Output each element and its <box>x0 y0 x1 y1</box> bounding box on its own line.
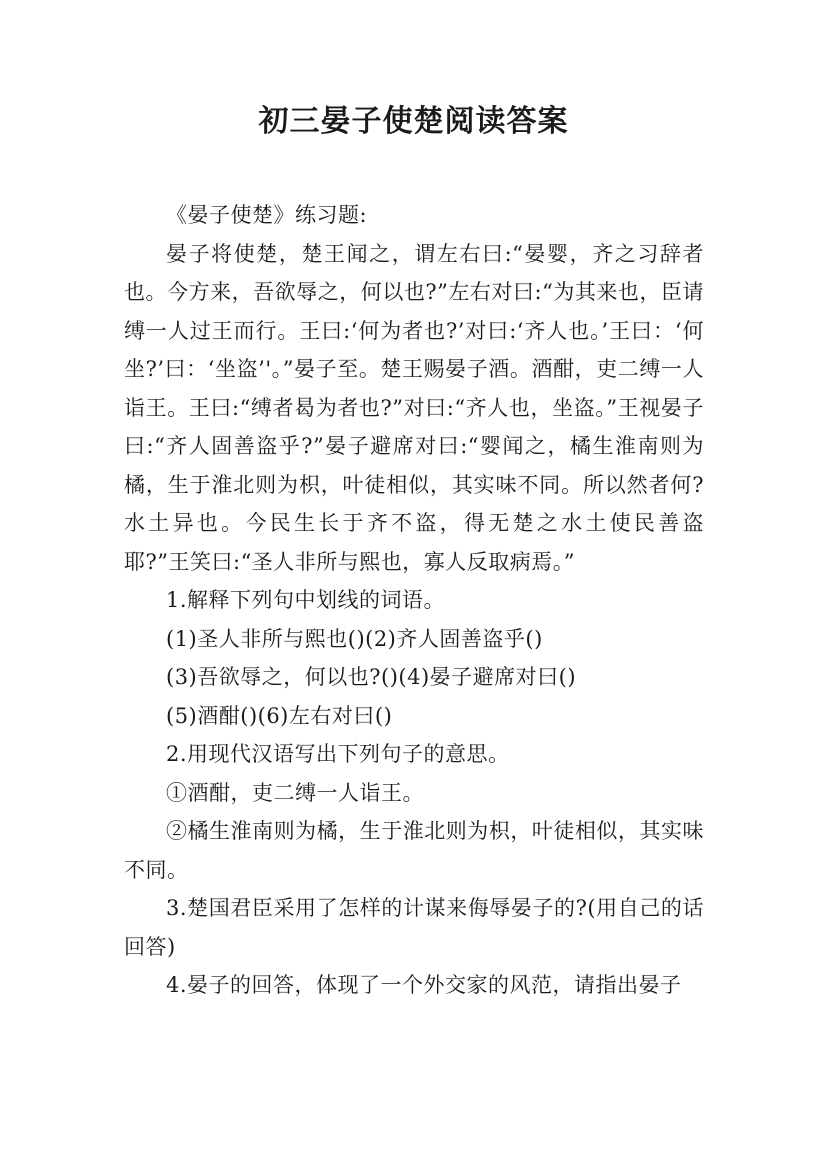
question-1-items-b: (3)吾欲辱之，何以也?()(4)晏子避席对曰() <box>166 665 577 689</box>
question-4: 4.晏子的回答，体现了一个外交家的风范，请指出晏子 <box>166 973 682 997</box>
question-1-items-c: (5)酒酣()(6)左右对曰() <box>166 703 393 728</box>
question-3: 3.楚国君臣采用了怎样的计谋来侮辱晏子的?(用自己的话回答) <box>124 896 704 959</box>
passage-paragraph: 晏子将使楚，楚王闻之，谓左右曰:“晏婴，齐之习辞者也。今方来，吾欲辱之，何以也?”左右对曰:“为其来也，臣请缚一人过王而行。王曰:‘何为者也?’对曰:‘齐人也。’王曰：‘何坐?’曰：‘坐盗’'。”晏子至。楚王赐晏子酒。酒酣，吏二缚一人诣王。王曰:“缚者曷为者也?”对曰:“齐人也，坐盗。”王视晏子曰:“齐人固善盗乎?”晏子避席对曰:“婴闻之，橘生淮南则为橘，生于淮北则为枳，叶徒相似，其实味不同。所以然者何?水土异也。今民生长于齐不盗，得无楚之水土使民善盗耶?”王笑曰:“圣人非所与熙也，寡人反取病焉。” <box>124 241 704 574</box>
question-2-sentence-1: ①酒酣，吏二缚一人诣王。 <box>166 780 424 805</box>
question-1-items-a: (1)圣人非所与熙也()(2)齐人固善盗乎() <box>166 626 543 651</box>
question-2-sentence-2: ②橘生淮南则为橘，生于淮北则为枳，叶徒相似，其实味不同。 <box>124 819 704 882</box>
question-1: 1.解释下列句中划线的词语。 <box>166 588 446 612</box>
exercise-heading: 《晏子使楚》练习题: <box>166 203 368 227</box>
document-body <box>124 196 704 1005</box>
document-title: 初三晏子使楚阅读答案 <box>258 104 569 139</box>
question-2: 2.用现代汉语写出下列句子的意思。 <box>166 742 510 766</box>
